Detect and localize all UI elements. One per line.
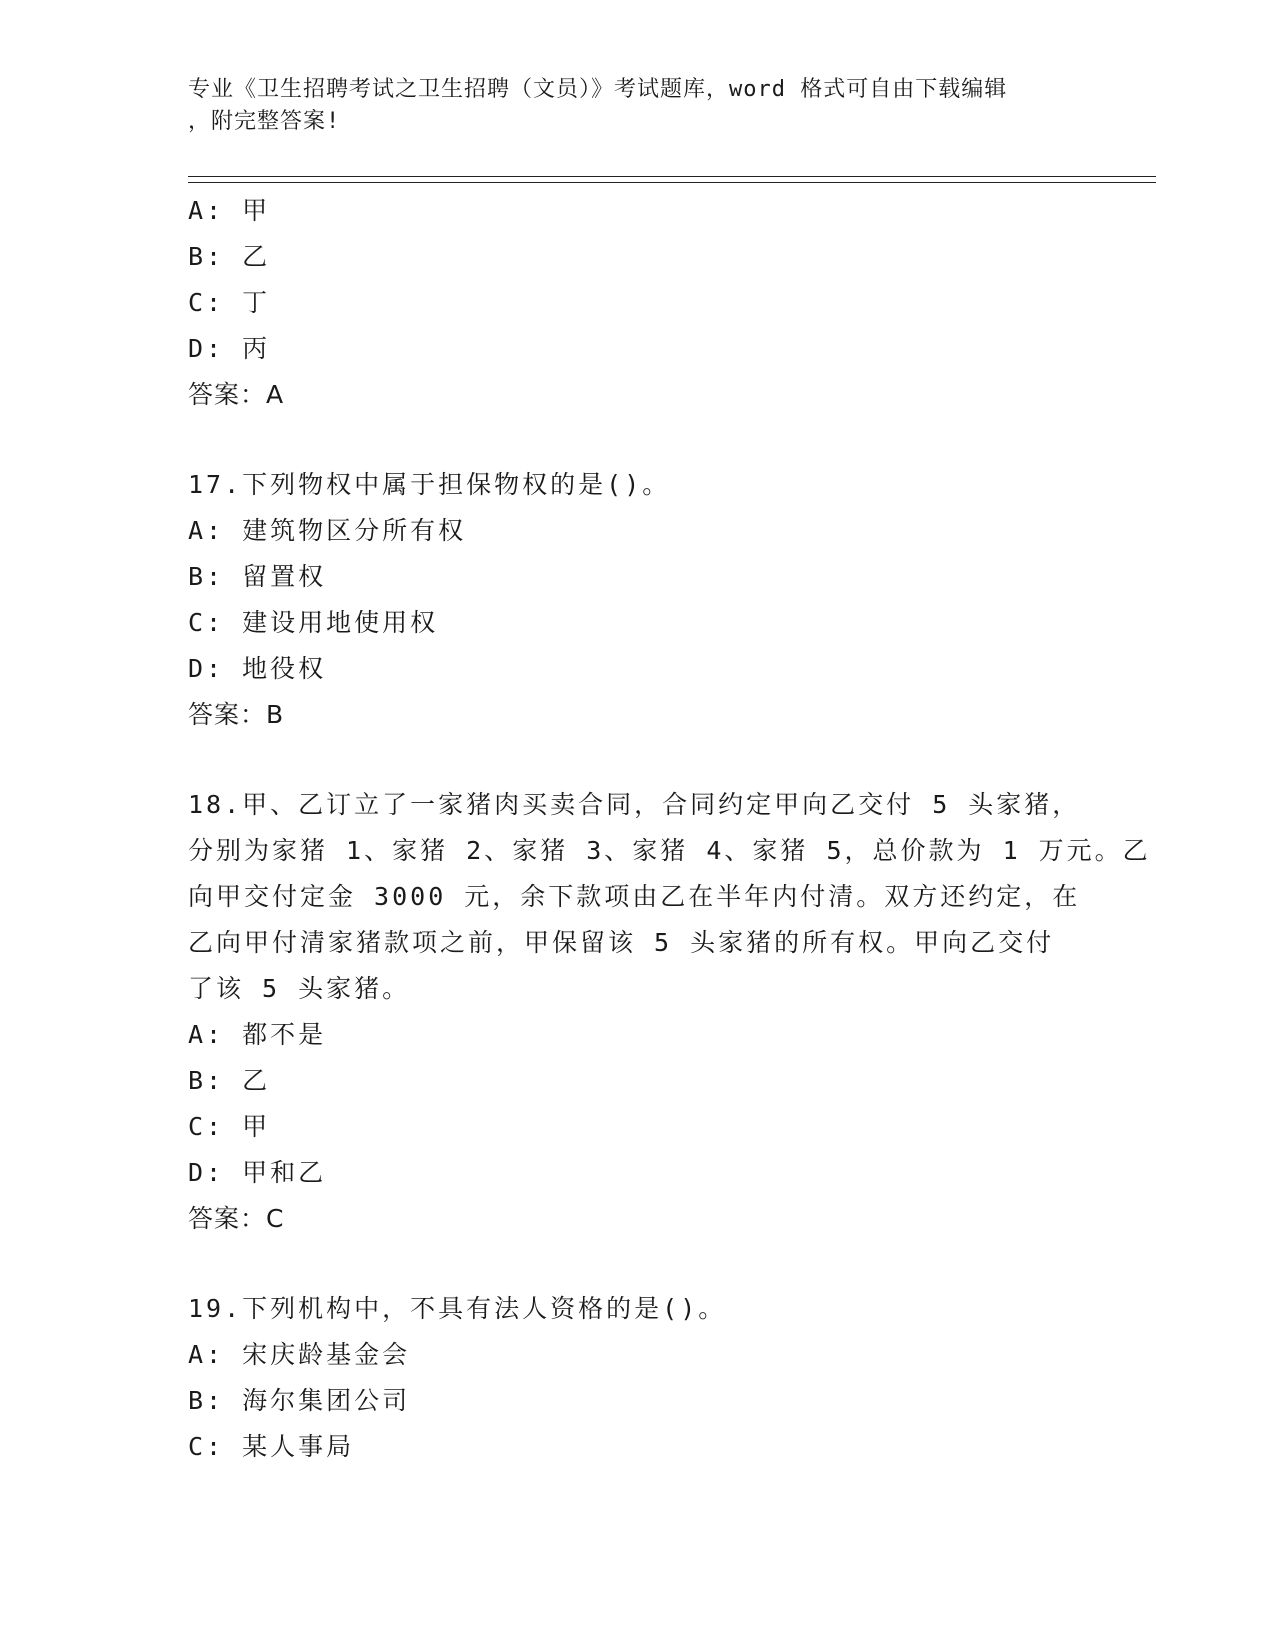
option-b: B: 留置权	[188, 562, 327, 591]
header-divider-bottom	[188, 182, 1156, 183]
option-c: C: 甲	[188, 1112, 271, 1141]
option-b: B: 乙	[188, 242, 271, 271]
question-stem-line: 18.甲、乙订立了一家猪肉买卖合同，合同约定甲向乙交付 5 头家猪，	[188, 790, 1081, 819]
option-c: C: 某人事局	[188, 1432, 355, 1461]
option-c: C: 丁	[188, 288, 271, 317]
question-block-19	[188, 1286, 1088, 1470]
option-a: A: 甲	[188, 196, 271, 225]
option-d: D: 甲和乙	[188, 1158, 327, 1187]
answer-line: 答案：A	[188, 380, 285, 409]
question-stem-line: 分别为家猪 1、家猪 2、家猪 3、家猪 4、家猪 5，总价款为 1 万元。乙	[188, 836, 1151, 865]
header-line-2: ，附完整答案!	[188, 109, 341, 134]
option-b: B: 海尔集团公司	[188, 1386, 411, 1415]
option-d: D: 丙	[188, 334, 271, 363]
option-a: A: 都不是	[188, 1020, 327, 1049]
spacer	[188, 1242, 1088, 1286]
spacer	[188, 418, 1088, 462]
question-stem: 19.下列机构中，不具有法人资格的是()。	[188, 1294, 727, 1323]
question-content	[188, 188, 1151, 1470]
question-block-17	[188, 462, 1088, 738]
question-block-18	[188, 782, 1151, 1242]
option-a: A: 建筑物区分所有权	[188, 516, 467, 545]
header-line-1: 专业《卫生招聘考试之卫生招聘（文员）》考试题库，word 格式可自由下载编辑	[188, 77, 1008, 102]
option-c: C: 建设用地使用权	[188, 608, 439, 637]
answer-line: 答案：B	[188, 700, 285, 729]
answer-line: 答案：C	[188, 1204, 285, 1233]
document-header	[188, 74, 1068, 138]
option-a: A: 宋庆龄基金会	[188, 1340, 411, 1369]
question-stem-line: 乙向甲付清家猪款项之前，甲保留该 5 头家猪的所有权。甲向乙交付	[188, 928, 1055, 957]
option-d: D: 地役权	[188, 654, 327, 683]
question-stem: 17.下列物权中属于担保物权的是()。	[188, 470, 671, 499]
question-block-prev	[188, 188, 1088, 418]
question-stem-line: 向甲交付定金 3000 元，余下款项由乙在半年内付清。双方还约定，在	[188, 882, 1081, 911]
header-divider-top	[188, 176, 1156, 177]
spacer	[188, 738, 1088, 782]
option-b: B: 乙	[188, 1066, 271, 1095]
question-stem-line: 了该 5 头家猪。	[188, 974, 411, 1003]
